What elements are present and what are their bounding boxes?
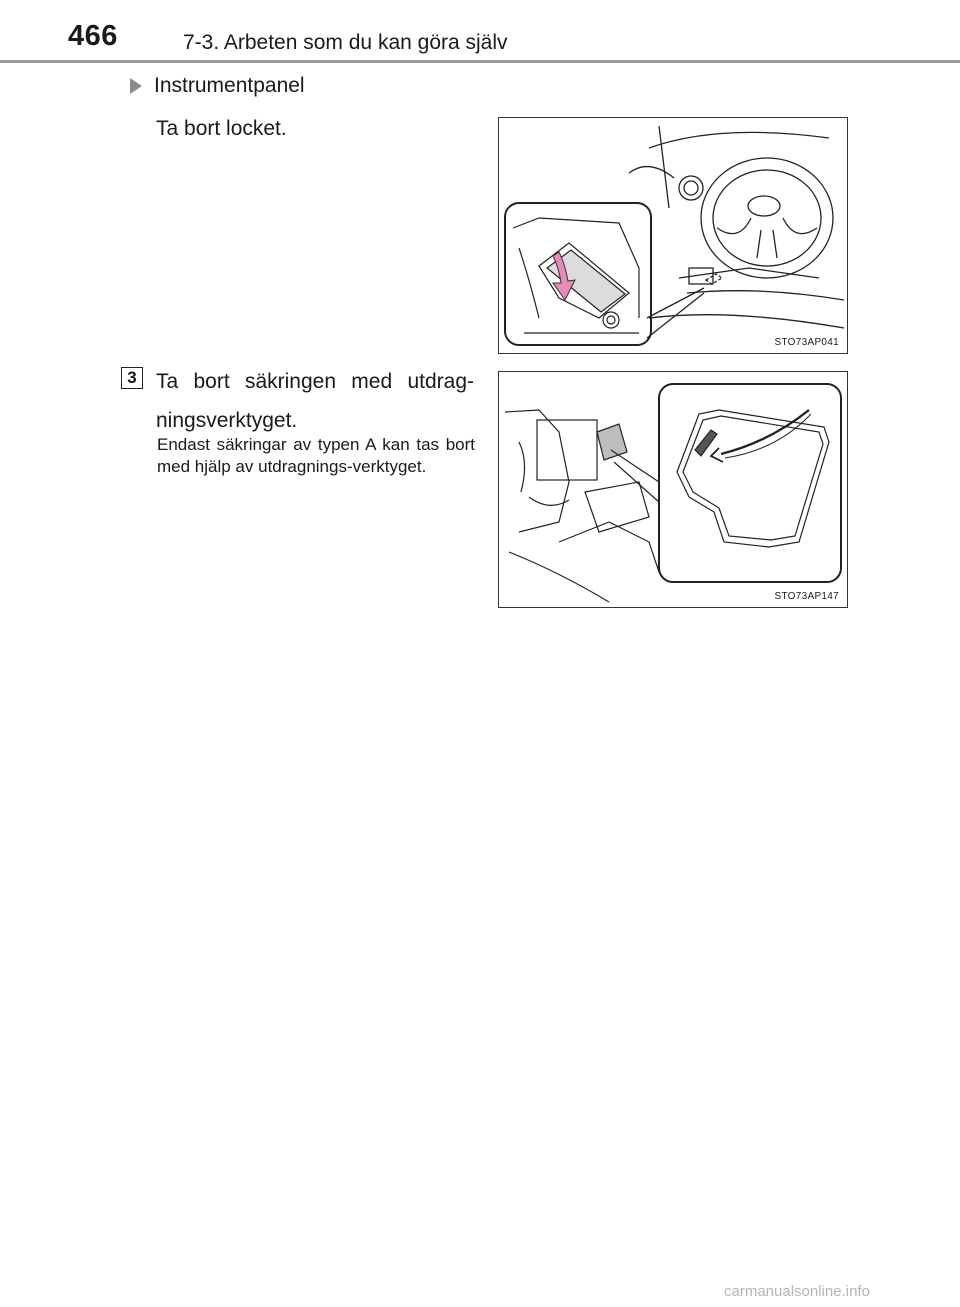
step-3-text: Ta bort säkringen med utdrag-ningsverktyget. bbox=[156, 370, 474, 432]
footer-watermark: carmanualsonline.info bbox=[724, 1283, 870, 1300]
header-rule bbox=[0, 60, 960, 63]
fuse-box-extraction-tool-illustration bbox=[499, 372, 848, 608]
bullet-heading-row bbox=[130, 74, 305, 98]
figure-code: STO73AP041 bbox=[774, 337, 839, 348]
triangle-bullet-icon bbox=[130, 78, 142, 94]
step-2-text: Ta bort locket. bbox=[156, 117, 287, 140]
step-3-badge: 3 bbox=[121, 367, 143, 389]
figure-code: STO73AP147 bbox=[774, 591, 839, 602]
step-3-note: Endast säkringar av typen A kan tas bort med hjälp av utdragnings-verktyget. bbox=[157, 435, 475, 476]
bullet-heading: Instrumentpanel bbox=[154, 74, 305, 97]
section-title: 7-3. Arbeten som du kan göra själv bbox=[183, 31, 508, 54]
figure-dashboard-cover bbox=[498, 117, 848, 354]
figure-fuse-box bbox=[498, 371, 848, 608]
page-number: 466 bbox=[68, 20, 118, 52]
dashboard-cover-removal-illustration bbox=[499, 118, 848, 354]
